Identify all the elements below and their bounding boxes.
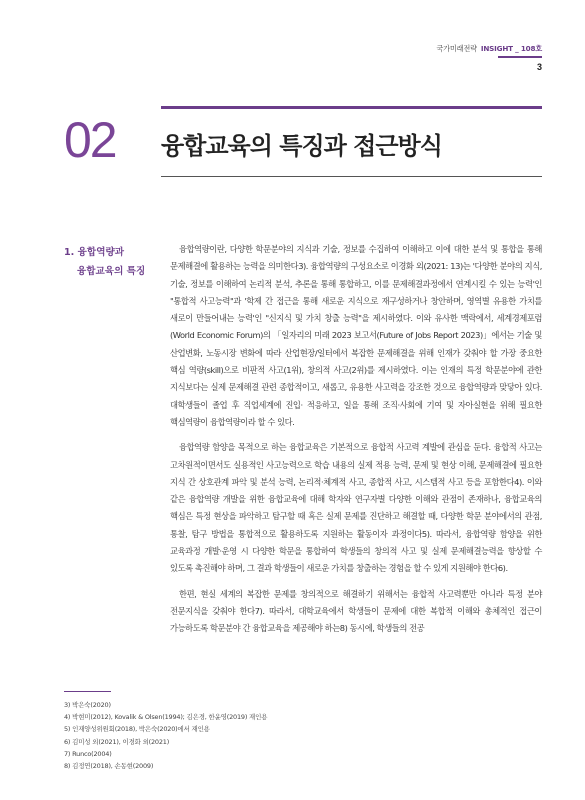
paragraph: 융합역량이란, 다양한 학문분야의 지식과 기술, 정보를 수집하여 이해하고 이에 대한 분석 및 통합을 통해 문제해결에 활용하는 능력을 의미한다3). 융합역량의 구성요소로 이경화 외(2021: 13)는 '다양한 분야의 지식, 기술, 정보를 이해하여 논리적 분석, 추론을 통해 통합하고, 이를 문제해결과정에서 연계시킬 수 있는 능력'인 "통합적 사고능력"과 '학제 간 접근을 통해 새로운 지식으로 재구성하거나 창안하며, 영역별 유용한 가치를 새로이 만들어내는 능력'인 "신지식 및 가치 창출 능력"을 제시하였다. 이와 유사한 맥락에서, 세계경제포럼(World Economic Forum)의 「일자리의 미래 2023 보고서(Future of Jobs Report 2023)」에서는 기술 및 산업변화, 노동시장 변화에 따라 산업현장/일터에서 복잡한 문제해결을 위해 인재가 갖춰야 할 가장 중요한 핵심 역량(skill)으로 비판적 사고(1위), 창의적 사고(2위)를 제시하였다. 이는 인재의 특정 학문분야에 관한 지식보다는 실제 문제해결 관련 종합적이고, 새롭고, 유용한 사고력을 강조한 것으로 융합역량과 맞닿아 있다. 대학생들이 졸업 후 직업세계에 진입· 적응하고, 일을 통해 조직·사회에 기여 및 자아실현을 위해 필요한 핵심역량이 융합역량이라 할 수 있다. xyxy=(170,244,542,427)
footnote: 4) 박현미(2012), Kovalik & Olsen(1994); 김은경, 한윤영(2019) 재인용 xyxy=(64,713,268,722)
chapter-title: 융합교육의 특징과 접근방식 xyxy=(161,132,442,160)
chapter-number: 02 xyxy=(64,112,116,168)
section-heading xyxy=(64,243,159,281)
series-label: 국가미래전략 xyxy=(436,44,477,53)
footnotes xyxy=(64,699,267,772)
insight-label: INSIGHT _ 108호 xyxy=(480,44,542,53)
paragraph: 한편, 현실 세계의 복잡한 문제를 창의적으로 해결하기 위해서는 융합적 사고력뿐만 아니라 특정 분야 전문지식을 갖춰야 한다7). 따라서, 대학교육에서 학생들이 문제에 대한 복합적 이해와 총체적인 접근이 가능하도록 학문분야 간 융합교육을 제공해야 하는8) 동시에, 학생들의 전공 xyxy=(170,588,542,634)
running-header xyxy=(436,44,542,54)
footnote: 7) Runco(2004) xyxy=(64,749,112,758)
body-text xyxy=(170,241,542,638)
page-number: 3 xyxy=(536,62,542,72)
footnote: 8) 김정연(2018), 손동현(2009) xyxy=(64,762,154,771)
footnote: 6) 김미성 외(2021), 이경화 외(2021) xyxy=(64,737,170,746)
chapter-top-rule xyxy=(161,106,542,109)
section-heading-line2: 융합교육의 특징 xyxy=(77,266,146,277)
section-heading-line1: 1. 융합역량과 xyxy=(64,247,124,258)
header-rule xyxy=(498,56,542,58)
footnote-rule xyxy=(64,691,111,692)
footnote: 5) 인재양성위원회(2018), 박은숙(2020)에서 재인용 xyxy=(64,725,210,734)
chapter-bottom-rule xyxy=(161,176,542,177)
paragraph: 융합역량 함양을 목적으로 하는 융합교육은 기본적으로 융합적 사고력 계발에 관심을 둔다. 융합적 사고는 고차원적이면서도 실용적인 사고능력으로 학습 내용의 실제 적용 능력, 문제 및 현상 이해, 문제해결에 필요한 지식 간 상호관계 파악 및 분석 능력, 논리적·체계적 사고, 종합적 사고, 시스템적 사고 등을 포함한다4). 이와 같은 융합역량 개발을 위한 융합교육에 대해 학자와 연구자별 다양한 이해와 관점이 존재하나, 융합교육의 핵심은 특정 현상을 파악하고 탐구할 때 혹은 실제 문제를 진단하고 해결할 때, 다양한 학문 분야에서의 관점, 통찰, 탐구 방법을 통합적으로 활용하도록 지원하는 활동이자 과정이다5). 따라서, 융합역량 함양을 위한 교육과정 개발·운영 시 다양한 학문을 통합하여 학생들의 창의적 사고 및 실제 문제해결능력을 향상할 수 있도록 촉진해야 하며, 그 결과 학생들이 새로운 가치를 창출하는 경험을 할 수 있게 지원해야 한다6). xyxy=(170,442,542,574)
footnote: 3) 박은숙(2020) xyxy=(64,701,111,709)
